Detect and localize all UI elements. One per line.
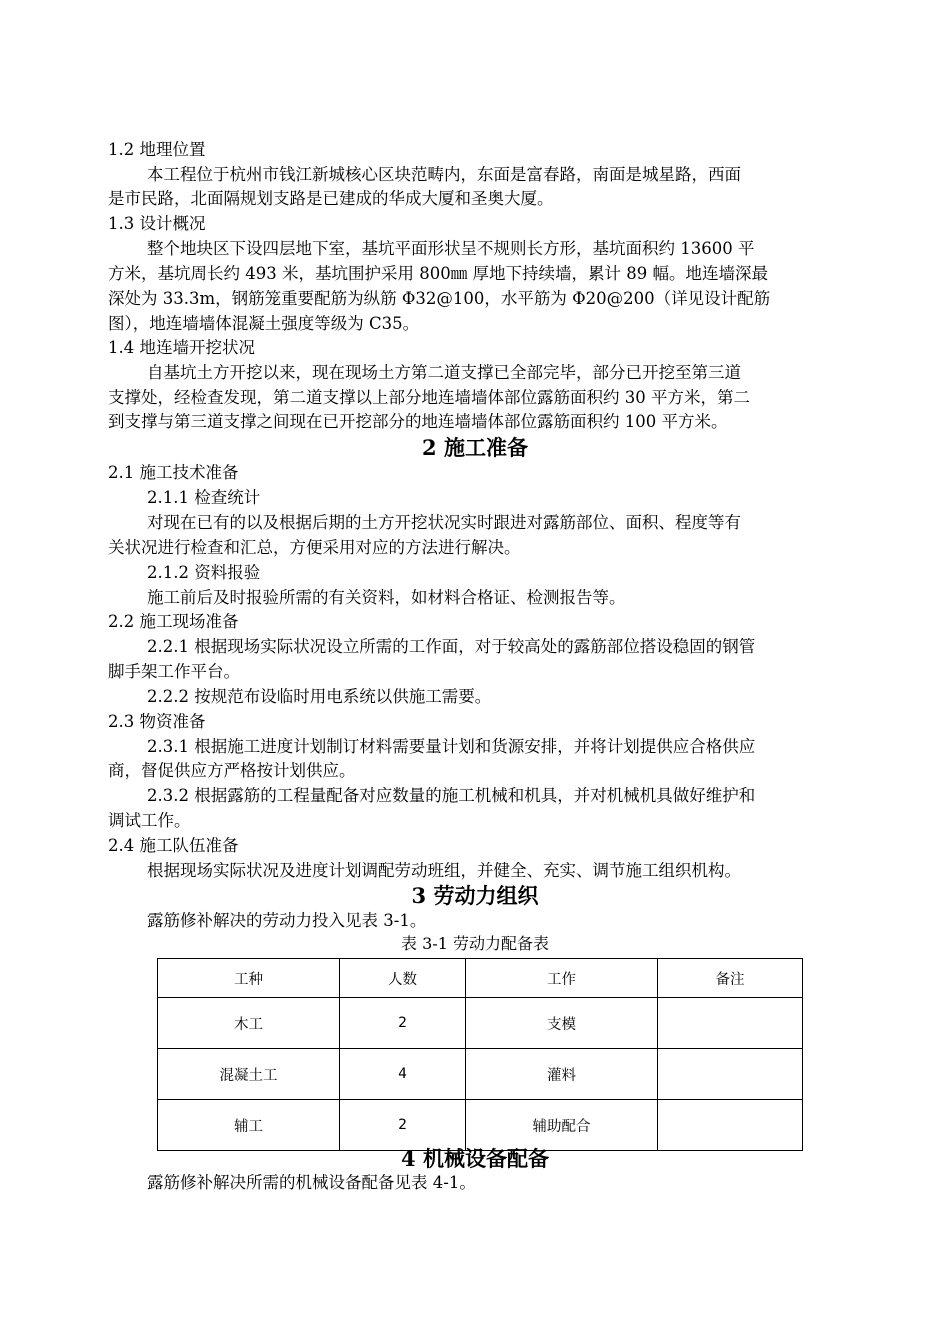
paragraph-line: 整个地块区下设四层地下室，基坑平面形状呈不规则长方形，基坑面积约 13600 平 <box>147 239 755 258</box>
table-row <box>158 998 803 1049</box>
paragraph-line: 支撑处，经检查发现，第二道支撑以上部分地连墙墙体部位露筋面积约 30 平方米，第二 <box>108 388 750 407</box>
table-header-cell: 人数 <box>340 959 466 998</box>
table-row <box>158 1100 803 1151</box>
chapter-title-2: 2 施工准备 <box>422 435 528 460</box>
paragraph-line: 2.2.1 根据现场实际状况设立所需的工作面，对于较高处的露筋部位搭设稳固的钢管 <box>147 637 756 656</box>
table-cell: 木工 <box>158 998 340 1049</box>
table-row <box>158 1049 803 1100</box>
table-cell <box>658 1100 803 1151</box>
paragraph-line: 脚手架工作平台。 <box>108 662 240 681</box>
section-heading-2-3: 2.3 物资准备 <box>108 712 206 731</box>
table-cell <box>658 998 803 1049</box>
table-cell: 灌料 <box>466 1049 658 1100</box>
table-cell: 辅工 <box>158 1100 340 1151</box>
table-cell: 支模 <box>466 998 658 1049</box>
paragraph-line: 自基坑土方开挖以来，现在现场土方第二道支撑已全部完毕，部分已开挖至第三道 <box>147 363 741 382</box>
paragraph-line: 调试工作。 <box>108 811 191 830</box>
paragraph-line: 方米，基坑周长约 493 米，基坑围护采用 800㎜ 厚地下持续墙，累计 89 幅。地连墙深最 <box>108 264 768 283</box>
paragraph-line: 2.3.2 根据露筋的工程量配备对应数量的施工机械和机具，并对机械机具做好维护和 <box>147 786 756 805</box>
table-cell: 辅助配合 <box>466 1100 658 1151</box>
subsection-heading-2-1-1: 2.1.1 检查统计 <box>147 488 261 507</box>
chapter-title-4: 4 机械设备配备 <box>401 1146 549 1171</box>
paragraph-line: 到支撑与第三道支撑之间现在已开挖部分的地连墙墙体部位露筋面积约 100 平方米。 <box>108 412 728 431</box>
table-header-cell: 工作 <box>466 959 658 998</box>
section-heading-1-2: 1.2 地理位置 <box>108 140 206 159</box>
table-cell: 2 <box>340 1100 466 1151</box>
section-heading-1-3: 1.3 设计概况 <box>108 214 206 233</box>
paragraph-line: 本工程位于杭州市钱江新城核心区块范畴内，东面是富春路，南面是城星路，西面 <box>147 165 741 184</box>
paragraph-line: 对现在已有的以及根据后期的土方开挖状况实时跟进对露筋部位、面积、程度等有 <box>147 513 741 532</box>
paragraph-line: 露筋修补解决所需的机械设备配备见表 4-1。 <box>147 1173 476 1192</box>
section-heading-2-1: 2.1 施工技术准备 <box>108 463 239 482</box>
chapter-title-3: 3 劳动力组织 <box>411 883 539 908</box>
paragraph-line: 图），地连墙墙体混凝土强度等级为 C35。 <box>108 314 420 333</box>
paragraph-line: 深处为 33.3m，钢筋笼重要配筋为纵筋 Φ32@100，水平筋为 Φ20@200（详见设计配筋 <box>108 289 771 308</box>
paragraph-line: 关状况进行检查和汇总，方便采用对应的方法进行解决。 <box>108 538 521 557</box>
paragraph-line: 根据现场实际状况及进度计划调配劳动班组，并健全、充实、调节施工组织机构。 <box>147 861 741 880</box>
table-cell: 混凝土工 <box>158 1049 340 1100</box>
section-heading-2-2: 2.2 施工现场准备 <box>108 612 239 631</box>
paragraph-line: 露筋修补解决的劳动力投入见表 3-1。 <box>147 911 427 930</box>
table-cell: 2 <box>340 998 466 1049</box>
table-header-cell: 备注 <box>658 959 803 998</box>
paragraph-line: 商，督促供应方严格按计划供应。 <box>108 761 356 780</box>
section-heading-1-4: 1.4 地连墙开挖状况 <box>108 338 255 357</box>
table-header-cell: 工种 <box>158 959 340 998</box>
paragraph-line: 是市民路，北面隔规划支路是已建成的华成大厦和圣奥大厦。 <box>108 189 554 208</box>
labor-table <box>157 958 803 1151</box>
table-cell <box>658 1049 803 1100</box>
paragraph-line: 2.3.1 根据施工进度计划制订材料需要量计划和货源安排，并将计划提供应合格供应 <box>147 737 756 756</box>
table-caption: 表 3-1 劳动力配备表 <box>401 934 549 953</box>
paragraph-line: 2.2.2 按规范布设临时用电系统以供施工需要。 <box>147 687 492 706</box>
paragraph-line: 施工前后及时报验所需的有关资料，如材料合格证、检测报告等。 <box>147 588 626 607</box>
section-heading-2-4: 2.4 施工队伍准备 <box>108 836 239 855</box>
table-header-row <box>158 959 803 998</box>
subsection-heading-2-1-2: 2.1.2 资料报验 <box>147 563 261 582</box>
table-cell: 4 <box>340 1049 466 1100</box>
